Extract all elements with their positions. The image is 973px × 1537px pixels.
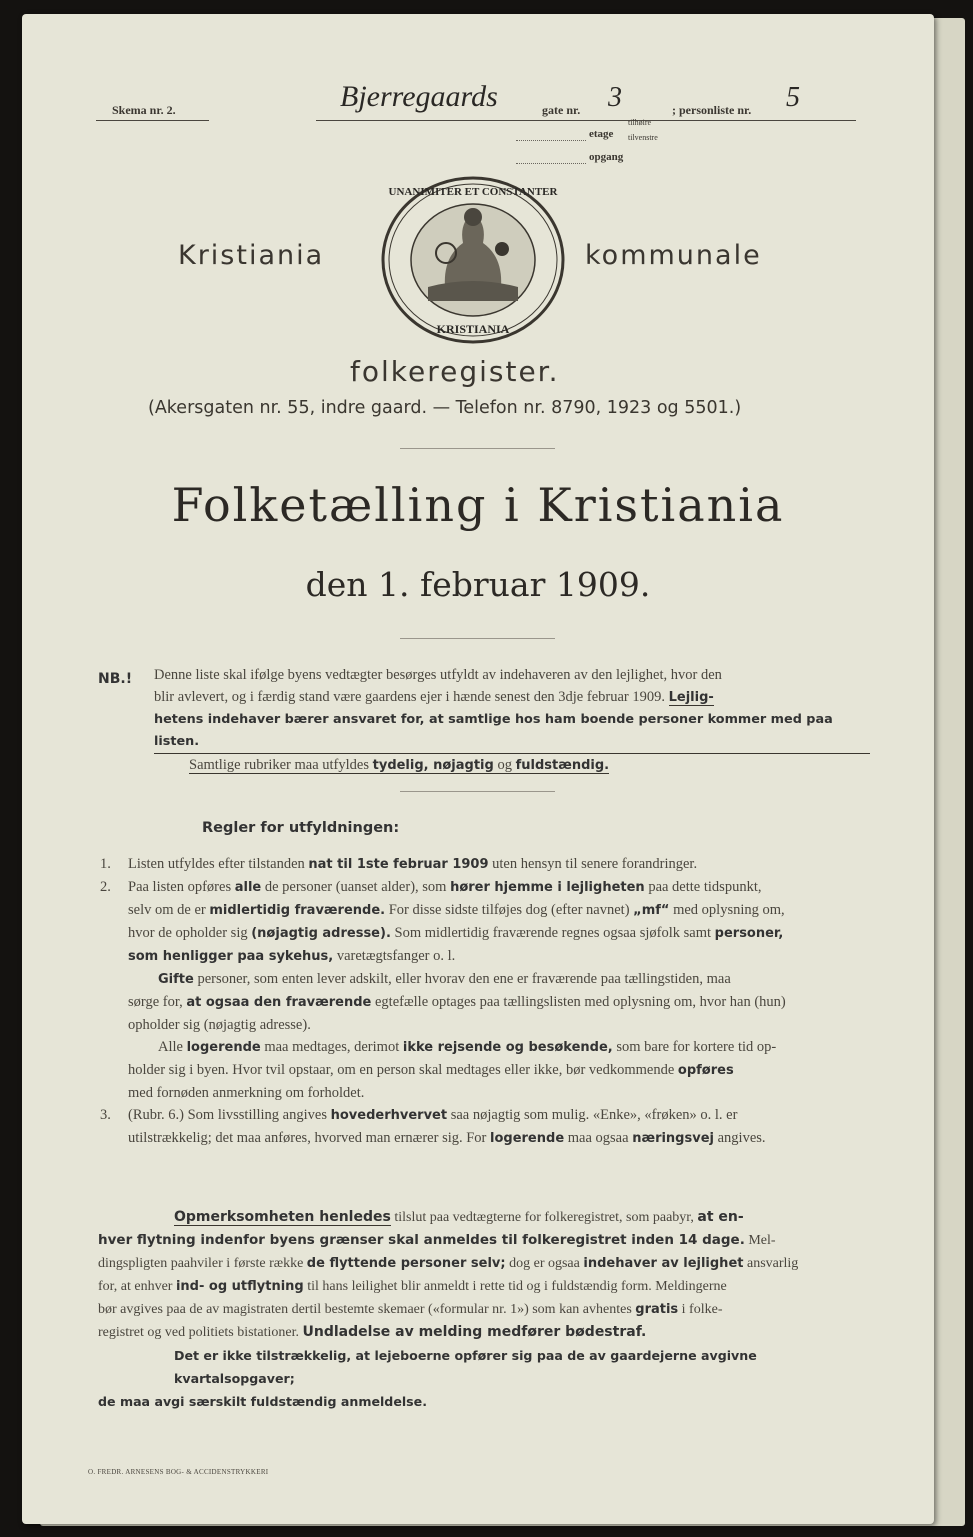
main-title: Folketælling i Kristiania xyxy=(171,478,785,532)
r2-l1a: Paa listen opføres xyxy=(128,879,232,895)
r2-l3b: (nøjagtig adresse). xyxy=(251,926,391,941)
notice-l4c: til hans leilighet blir anmeldt i rette tid og i fuldstændig form. Meldingerne xyxy=(307,1279,727,1294)
r3-l1a: (Rubr. 6.) Som livsstilling angives xyxy=(128,1107,327,1123)
rule-1 xyxy=(100,853,880,876)
r2-l4b: varetægtsfanger o. l. xyxy=(336,948,456,964)
r2-l1e: paa dette tidspunkt, xyxy=(648,879,762,895)
r2-p3-l1a: Alle xyxy=(158,1039,183,1055)
r2-l2a: selv om de er xyxy=(128,902,206,918)
rules-list xyxy=(100,853,880,1150)
r2-p3-l1b: logerende xyxy=(186,1040,261,1055)
notice-l4a: for, at enhver xyxy=(98,1279,173,1294)
nb-line-4b: tydelig, nøjagtig xyxy=(372,758,494,773)
nb-line-2 xyxy=(154,686,870,709)
r2-p3-l1c: maa medtages, derimot xyxy=(264,1039,400,1055)
census-date: den 1. februar 1909. xyxy=(305,565,651,604)
notice-l5c: i folke- xyxy=(681,1302,723,1317)
r2-p2-l2c: egtefælle optages paa tællingslisten med oplysning om, hvor han (hun) xyxy=(375,994,786,1010)
notice-paragraph xyxy=(98,1206,878,1413)
notice-l3e: ansvarlig xyxy=(746,1256,799,1271)
r2-l2e: med oplysning om, xyxy=(673,902,785,918)
nb-line-4-underlined xyxy=(189,757,609,774)
r2-l3a: hvor de opholder sig xyxy=(128,925,248,941)
printer-imprint: O. FREDR. ARNESENS BOG- & ACCIDENSTRYKKERI xyxy=(88,1468,269,1476)
nb-line-4a: Samtlige rubriker maa utfyldes xyxy=(189,757,369,773)
svg-text:UNANIMITER ET CONSTANTER: UNANIMITER ET CONSTANTER xyxy=(388,186,558,198)
rule-3-number: 3. xyxy=(100,1107,111,1123)
address-underline xyxy=(316,120,856,121)
rule-2-para-2-line-2 xyxy=(100,991,880,1014)
rule-3-line-2 xyxy=(100,1127,880,1150)
r2-l1b: alle xyxy=(234,880,262,895)
notice-l1a: Opmerksomheten henledes xyxy=(174,1209,391,1225)
r3-l2d: næringsvej xyxy=(632,1131,714,1146)
notice-l1b: tilslut paa vedtægterne for folkeregistret, som paabyr, xyxy=(394,1210,694,1225)
notice-line-5 xyxy=(98,1298,878,1321)
rule-1b: nat til 1ste februar 1909 xyxy=(308,857,489,872)
notice-l5a: bør avgives paa de av magistraten dertil bestemte skemaer («formular nr. 1») som kan avhentes xyxy=(98,1302,632,1317)
r2-p3-l2a: holder sig i byen. Hvor tvil opstaar, om en person skal medtages eller ikke, bør vedkommende xyxy=(128,1062,675,1078)
personliste-number: 5 xyxy=(786,82,800,113)
r2-p2-l1a: Gifte xyxy=(158,972,194,987)
nb-line-2-text: blir avlevert, og i færdig stand være gaardens ejer i hænde senest den 3dje februar 1909. xyxy=(154,689,665,705)
r2-p2-l2a: sørge for, xyxy=(128,994,183,1010)
etage-label: etage xyxy=(589,128,614,140)
rules-heading: Regler for utfyldningen: xyxy=(202,820,400,836)
notice-l3c: dog er ogsaa xyxy=(509,1256,580,1271)
r3-l1c: saa nøjagtig som mulig. «Enke», «frøken» o. l. er xyxy=(450,1107,738,1123)
personliste-label: ; personliste nr. xyxy=(672,103,752,117)
office-name: folkeregister. xyxy=(350,355,560,388)
rule-2-para-2-line-1 xyxy=(100,968,880,991)
rule-2-line-3 xyxy=(100,922,880,945)
notice-line-1 xyxy=(98,1206,878,1229)
divider-1 xyxy=(400,448,555,449)
nb-label: NB.! xyxy=(98,671,133,687)
skema-label: Skema nr. 2. xyxy=(112,103,176,117)
r3-l2e: angives. xyxy=(717,1130,766,1146)
rule-2-para-3-line-2 xyxy=(100,1059,880,1082)
tilhoire-label: tilhøire xyxy=(628,118,652,127)
divider-2 xyxy=(400,638,555,639)
r3-l1b: hovederhvervet xyxy=(330,1108,448,1123)
opgang-label: opgang xyxy=(589,151,624,163)
seal-left-text: Kristiania xyxy=(178,240,325,271)
gate-label: gate nr. xyxy=(542,103,581,117)
nb-paragraph xyxy=(154,664,870,777)
notice-l3a: dingspligten paahviler i første række xyxy=(98,1256,304,1271)
gate-number: 3 xyxy=(608,82,622,113)
opgang-dotline xyxy=(516,163,586,164)
etage-dotline xyxy=(516,140,586,141)
nb-line-3: hetens indehaver bærer ansvaret for, at samtlige hos ham boende personer kommer med paa listen. xyxy=(154,709,870,754)
seal-right-text: kommunale xyxy=(585,240,762,271)
notice-l2a: hver flytning indenfor byens grænser skal anmeldes til folkeregistret inden 14 dage. xyxy=(98,1232,745,1248)
rule-1-number: 1. xyxy=(100,856,111,872)
notice-l6b: Undladelse av melding medfører bødestraf. xyxy=(302,1324,647,1340)
r2-l2d: „mf“ xyxy=(633,903,670,918)
r2-p2-l1b: personer, som enten lever adskilt, eller hvorav den ene er fraværende paa tællingstiden, maa xyxy=(197,971,731,987)
rule-2-para-3-line-3: med fornøden anmerkning om forholdet. xyxy=(128,1085,365,1101)
r3-l2b: logerende xyxy=(490,1131,565,1146)
r2-l3d: personer, xyxy=(714,926,784,941)
r2-l4a: som henligger paa sykehus, xyxy=(128,949,334,964)
r2-l2b: midlertidig fraværende. xyxy=(209,903,386,918)
notice-l6a: registret og ved politiets bistationer. xyxy=(98,1325,300,1340)
notice-line-6 xyxy=(98,1321,878,1344)
r2-l1c: de personer (uanset alder), som xyxy=(264,879,447,895)
notice-l4b: ind- og utflytning xyxy=(175,1279,304,1294)
r2-l2c: For disse sidste tilføjes dog (efter navnet) xyxy=(388,902,630,918)
notice-line-4 xyxy=(98,1275,878,1298)
r3-l2a: utilstrækkelig; det maa anføres, hvorved man ernærer sig. For xyxy=(128,1130,487,1146)
svg-text:KRISTIANIA: KRISTIANIA xyxy=(436,322,510,336)
notice-l5b: gratis xyxy=(635,1302,679,1317)
notice-l1c: at en- xyxy=(697,1209,744,1225)
rule-1a: Listen utfyldes efter tilstanden xyxy=(128,856,305,872)
rule-1c: uten hensyn til senere forandringer. xyxy=(492,856,698,872)
r2-l1d: hører hjemme i lejligheten xyxy=(450,880,645,895)
tilvenstre-label: tilvenstre xyxy=(628,133,658,142)
nb-line-4 xyxy=(154,754,870,777)
rule-2-para-3-line-1 xyxy=(100,1036,880,1059)
notice-line-8: de maa avgi særskilt fuldstændig anmeldelse. xyxy=(98,1394,428,1409)
nb-line-1: Denne liste skal ifølge byens vedtægter besørges utfyldt av indehaveren av den lejlighet, hvor den xyxy=(154,667,722,683)
notice-line-2 xyxy=(98,1229,878,1252)
r2-p2-l2b: at ogsaa den fraværende xyxy=(186,995,372,1010)
rule-2-line-1 xyxy=(100,876,880,899)
city-seal-icon xyxy=(378,175,568,345)
r2-p3-l1d: ikke rejsende og besøkende, xyxy=(402,1040,613,1055)
nb-line-4c: og xyxy=(497,757,512,773)
divider-3 xyxy=(400,791,555,792)
r2-l3c: Som midlertidig fraværende regnes ogsaa sjøfolk samt xyxy=(394,925,712,941)
rule-2-line-4 xyxy=(100,945,880,968)
rule-2-number: 2. xyxy=(100,879,111,895)
rule-2-line-2 xyxy=(100,899,880,922)
r3-l2c: maa ogsaa xyxy=(567,1130,629,1146)
rule-2-para-2-line-3: opholder sig (nøjagtig adresse). xyxy=(128,1017,311,1033)
nb-line-4d: fuldstændig. xyxy=(515,758,610,773)
r2-p3-l1e: som bare for kortere tid op- xyxy=(616,1039,777,1055)
notice-l3d: indehaver av lejlighet xyxy=(583,1256,744,1271)
nb-line-2-bold: Lejlig- xyxy=(668,690,714,705)
notice-l2b: Mel- xyxy=(748,1233,776,1248)
notice-line-3 xyxy=(98,1252,878,1275)
skema-underline xyxy=(96,120,209,121)
notice-l3b: de flyttende personer selv; xyxy=(306,1256,506,1271)
notice-line-7: Det er ikke tilstrækkelig, at lejeboerne opfører sig paa de av gaardejerne avgivne kvartalsopgaver; xyxy=(174,1348,757,1386)
rule-3-line-1 xyxy=(100,1104,880,1127)
r2-p3-l2b: opføres xyxy=(677,1063,734,1078)
office-address: (Akersgaten nr. 55, indre gaard. — Telefon nr. 8790, 1923 og 5501.) xyxy=(148,398,742,418)
street-handwritten: Bjerregaards xyxy=(340,80,498,113)
